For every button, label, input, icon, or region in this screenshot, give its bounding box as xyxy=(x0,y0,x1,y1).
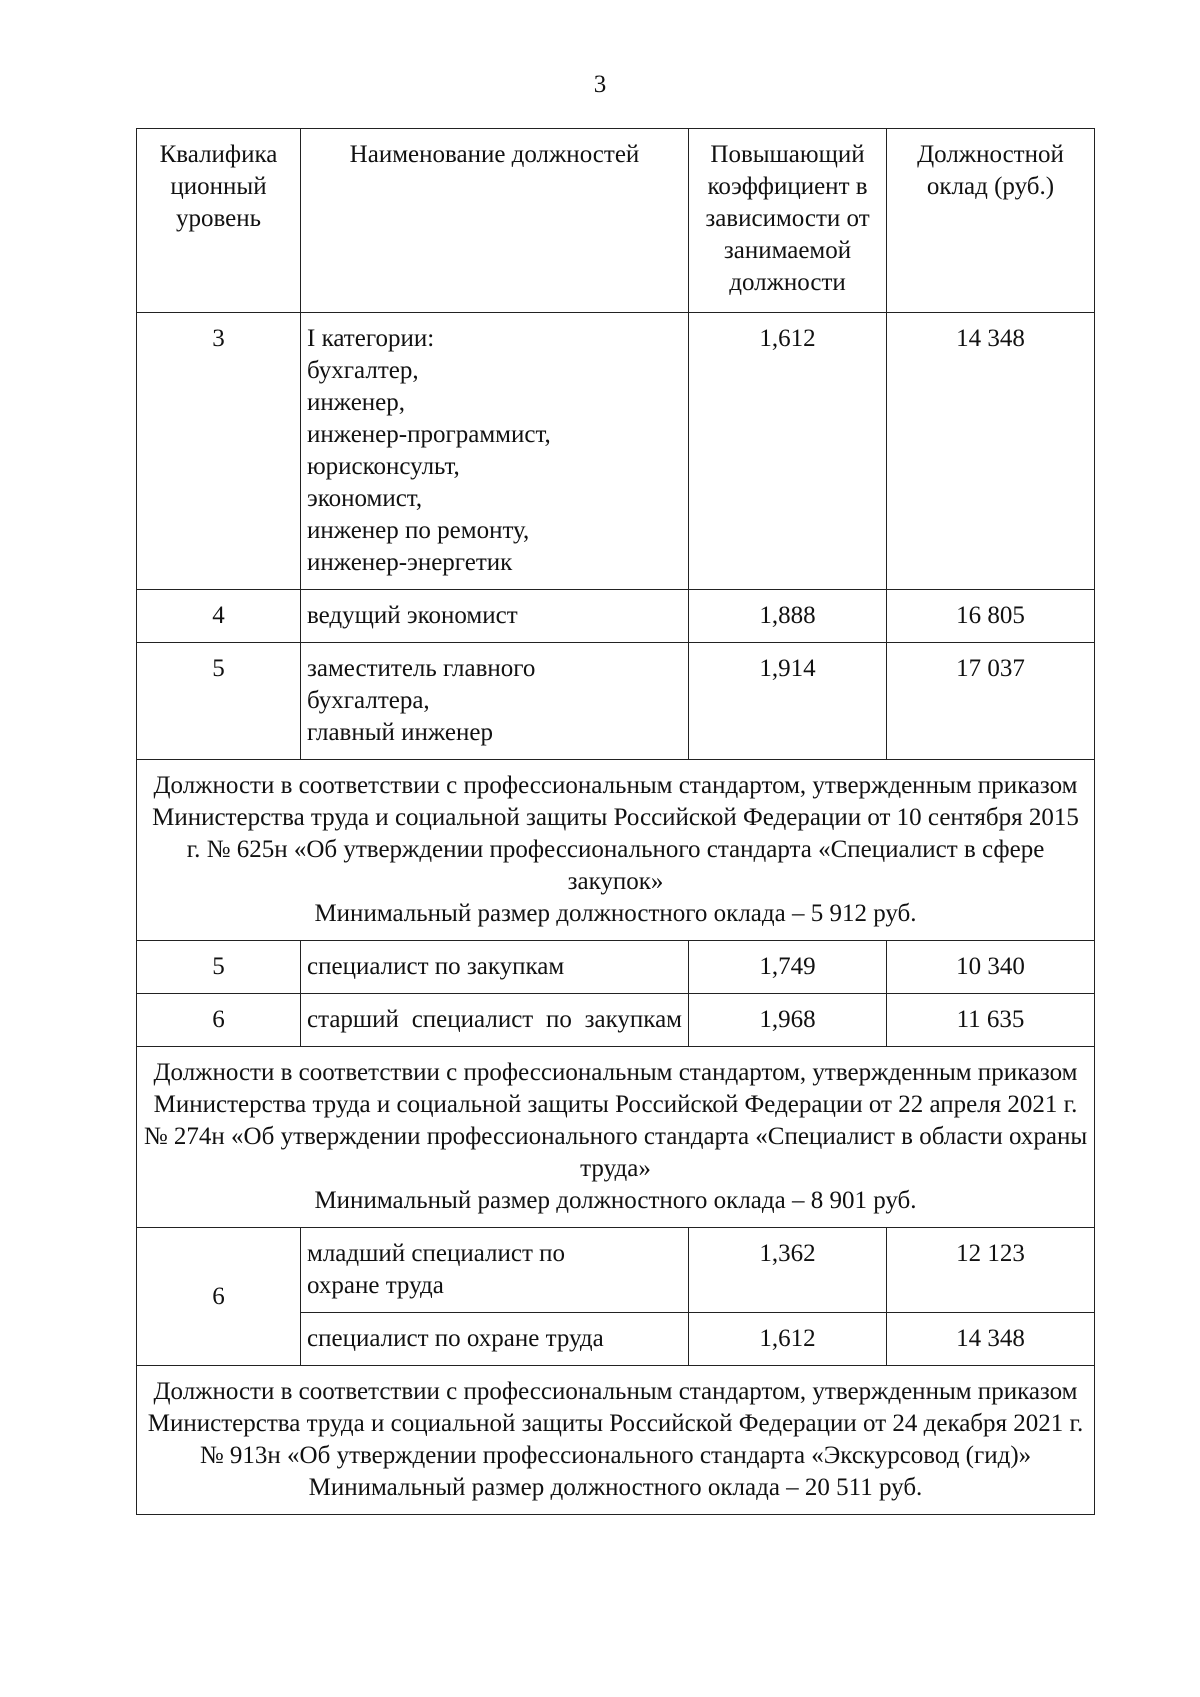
cell-salary: 14 348 xyxy=(887,1313,1095,1366)
cell-position: ведущий экономист xyxy=(301,590,689,643)
cell-level: 5 xyxy=(137,643,301,760)
cell-position: младший специалист по охране труда xyxy=(301,1228,689,1313)
cell-coefficient: 1,612 xyxy=(689,313,887,590)
cell-position: заместитель главного бухгалтера, главный инженер xyxy=(301,643,689,760)
section-heading-row xyxy=(137,1047,1095,1228)
table-row xyxy=(137,941,1095,994)
cell-position: специалист по охране труда xyxy=(301,1313,689,1366)
table-header-row xyxy=(137,129,1095,313)
section-heading: Должности в соответствии с профессиональным стандартом, утвержденным приказом Министерства труда и социальной защиты Российской Федерации от 22 апреля 2021 г. № 274н «Об утверждении профессионального стандарта «Специалист в области охраны труда» Минимальный размер должностного оклада – 8 901 руб. xyxy=(137,1047,1095,1228)
cell-salary: 16 805 xyxy=(887,590,1095,643)
section-heading: Должности в соответствии с профессиональным стандартом, утвержденным приказом Министерства труда и социальной защиты Российской Федерации от 24 декабря 2021 г. № 913н «Об утверждении профессионального стандарта «Экскурсовод (гид)» Минимальный размер должностного оклада – 20 511 руб. xyxy=(137,1366,1095,1515)
cell-level: 6 xyxy=(137,994,301,1047)
header-level: Квалифика ционный уровень xyxy=(137,129,301,313)
cell-level: 3 xyxy=(137,313,301,590)
salary-table xyxy=(136,128,1095,1515)
cell-coefficient: 1,888 xyxy=(689,590,887,643)
table-row xyxy=(137,590,1095,643)
cell-salary: 17 037 xyxy=(887,643,1095,760)
cell-salary: 14 348 xyxy=(887,313,1095,590)
cell-position: старший специалист по закупкам xyxy=(301,994,689,1047)
cell-coefficient: 1,362 xyxy=(689,1228,887,1313)
cell-coefficient: 1,968 xyxy=(689,994,887,1047)
page-number: 3 xyxy=(593,71,607,98)
header-salary: Должностной оклад (руб.) xyxy=(887,129,1095,313)
header-position: Наименование должностей xyxy=(301,129,689,313)
cell-level: 4 xyxy=(137,590,301,643)
section-heading: Должности в соответствии с профессиональным стандартом, утвержденным приказом Министерства труда и социальной защиты Российской Федерации от 10 сентября 2015 г. № 625н «Об утверждении профессионального стандарта «Специалист в сфере закупок» Минимальный размер должностного оклада – 5 912 руб. xyxy=(137,760,1095,941)
cell-position: специалист по закупкам xyxy=(301,941,689,994)
cell-salary: 11 635 xyxy=(887,994,1095,1047)
cell-coefficient: 1,914 xyxy=(689,643,887,760)
cell-salary: 10 340 xyxy=(887,941,1095,994)
cell-position: I категории: бухгалтер, инженер, инженер-программист, юрисконсульт, экономист, инженер по ремонту, инженер-энергетик xyxy=(301,313,689,590)
header-coefficient: Повышающий коэффициент в зависимости от занимаемой должности xyxy=(689,129,887,313)
cell-coefficient: 1,749 xyxy=(689,941,887,994)
section-heading-row xyxy=(137,760,1095,941)
cell-salary: 12 123 xyxy=(887,1228,1095,1313)
cell-level: 5 xyxy=(137,941,301,994)
cell-level: 6 xyxy=(137,1228,301,1366)
table-row xyxy=(137,1228,1095,1313)
table-row xyxy=(137,313,1095,590)
cell-coefficient: 1,612 xyxy=(689,1313,887,1366)
table-row xyxy=(137,643,1095,760)
table-row xyxy=(137,994,1095,1047)
section-heading-row xyxy=(137,1366,1095,1515)
